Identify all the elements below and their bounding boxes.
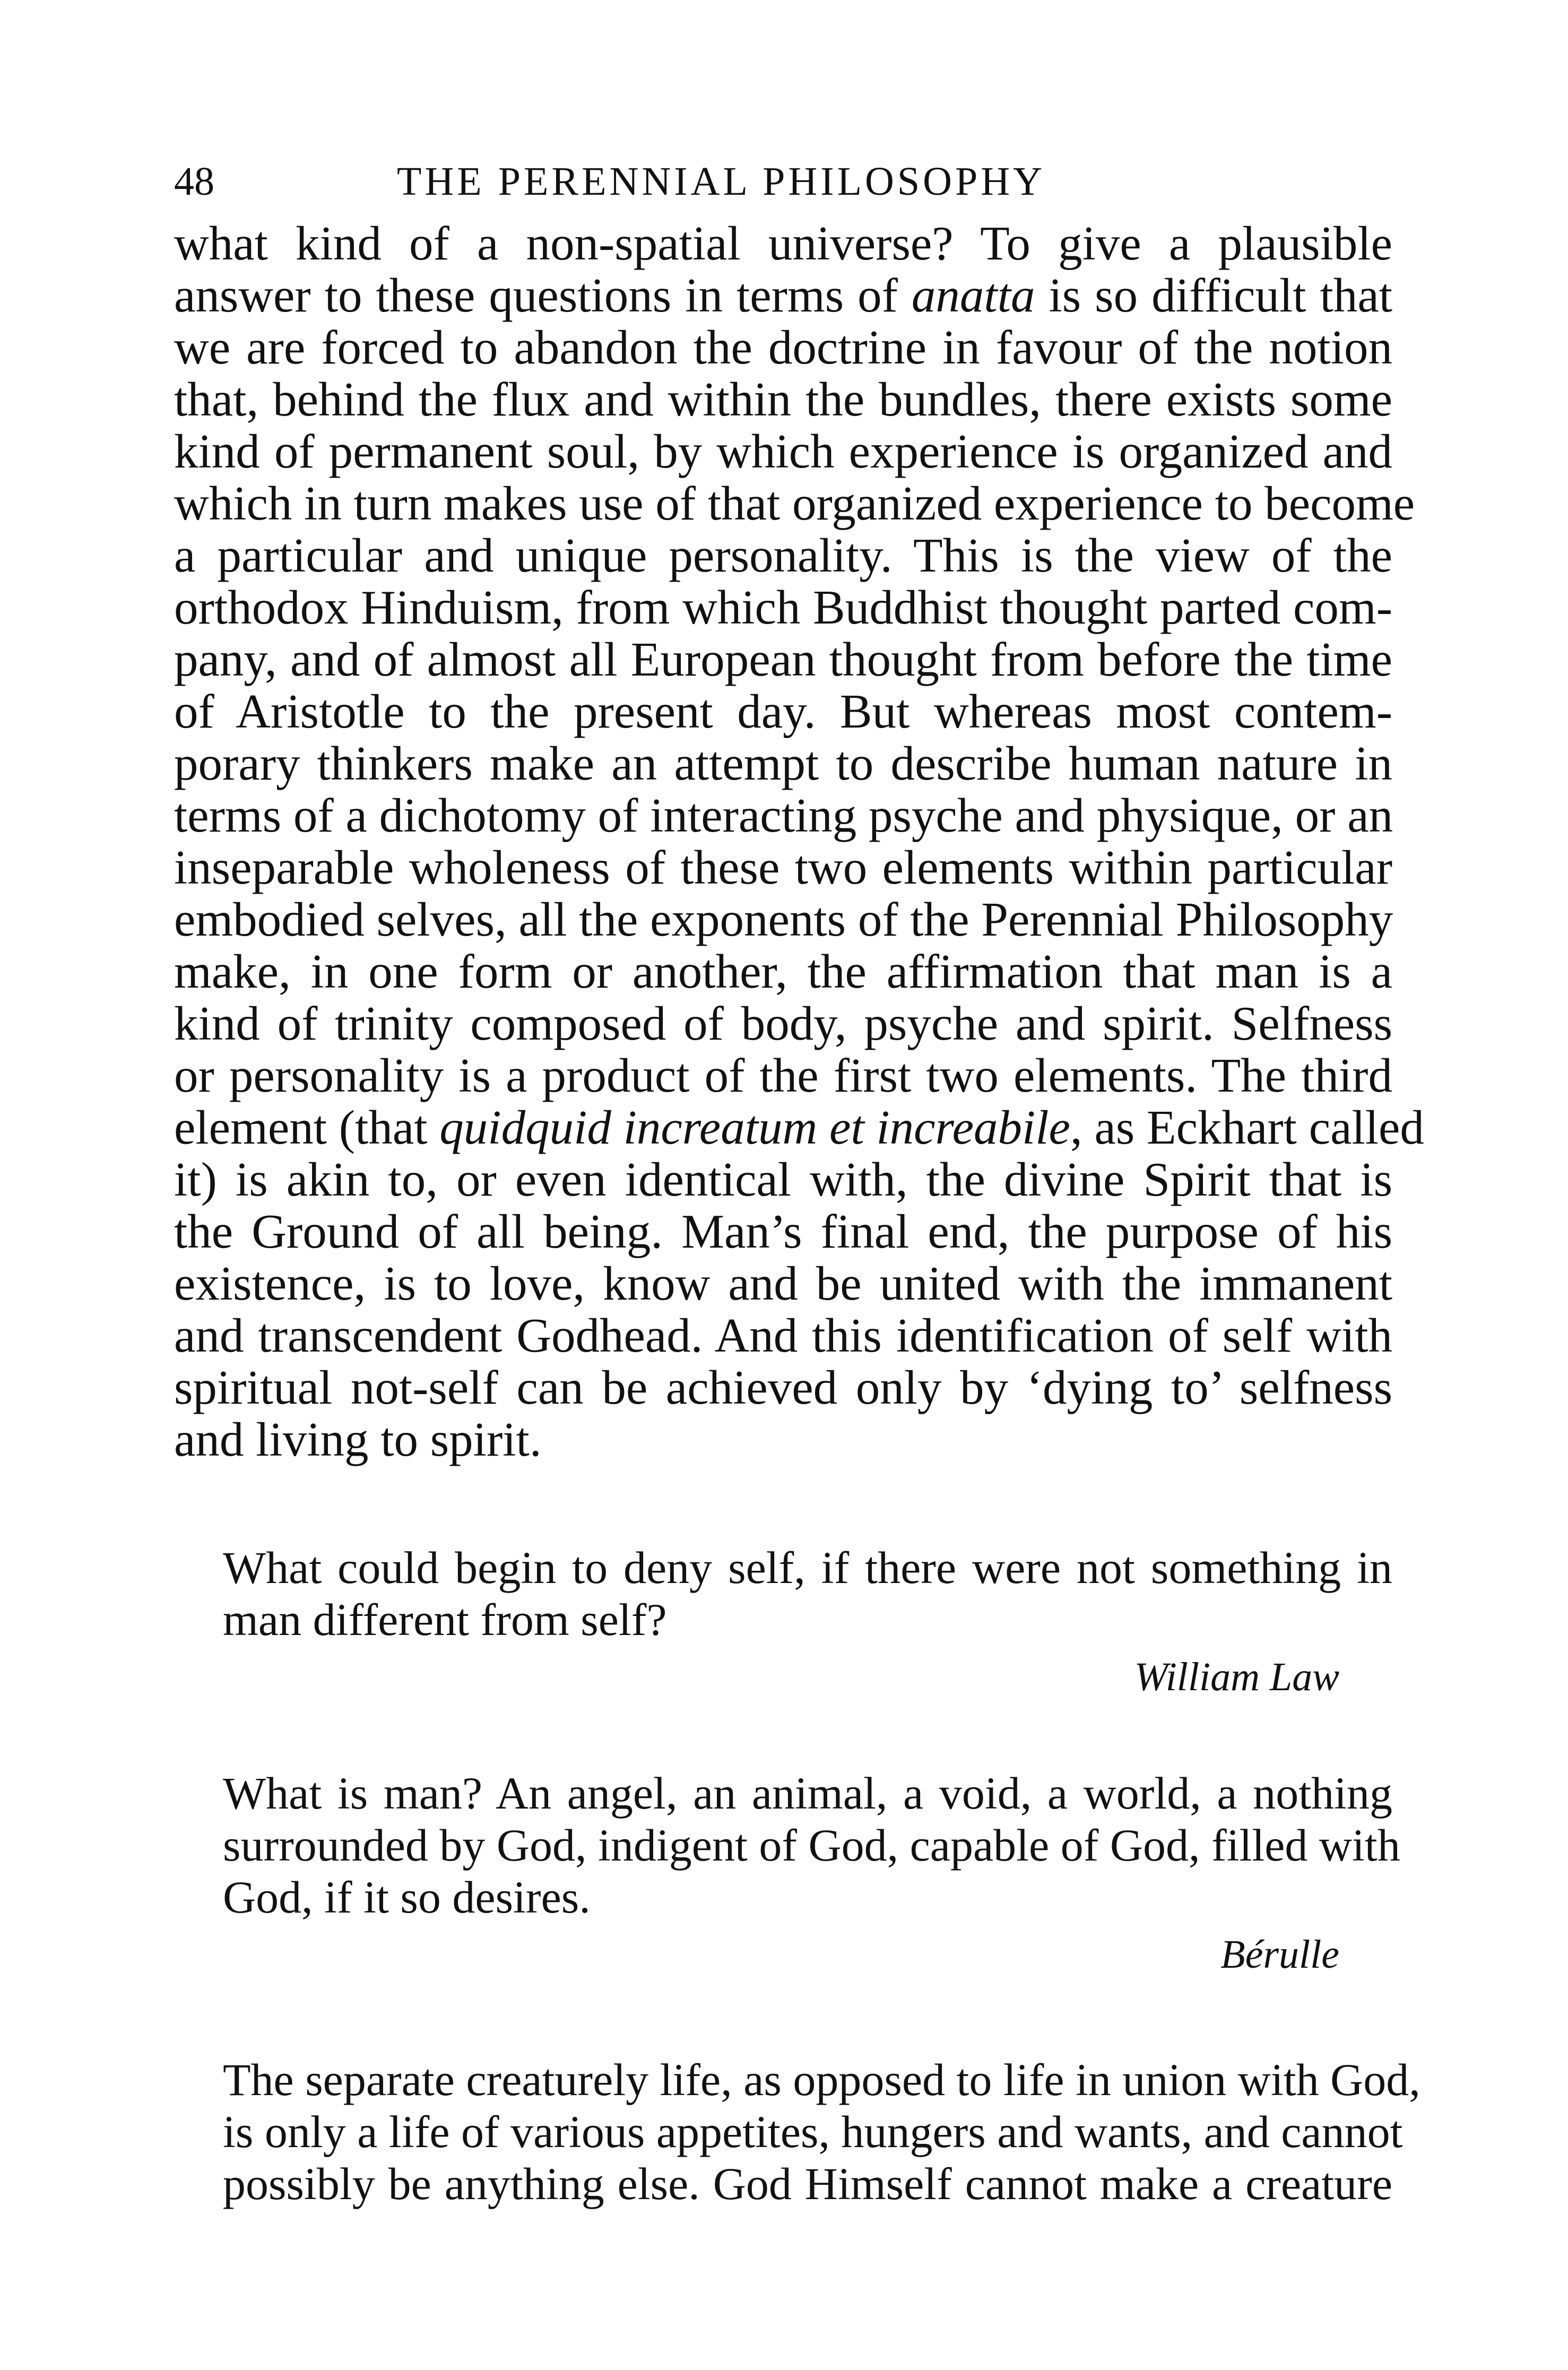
text-line: and transcendent Godhead. And this identification of self with xyxy=(174,1309,1392,1362)
text-line: kind of permanent soul, by which experience is organized and xyxy=(174,425,1392,478)
quote-line: surrounded by God, indigent of God, capable of God, filled with xyxy=(223,1820,1400,1871)
main-paragraph xyxy=(174,217,1424,1466)
text-line: answer to these questions in terms of anatta is so difficult that xyxy=(174,269,1392,322)
page-header xyxy=(174,155,1392,208)
text-line: the Ground of all being. Man’s final end, the purpose of his xyxy=(174,1205,1392,1258)
text-line: or personality is a product of the first two elements. The third xyxy=(174,1049,1392,1102)
quote-line: possibly be anything else. God Himself cannot make a creature xyxy=(223,2158,1392,2209)
text-line: spiritual not-self can be achieved only by ‘dying to’ selfness xyxy=(174,1361,1392,1414)
text-line: we are forced to abandon the doctrine in favour of the notion xyxy=(174,321,1392,374)
text-line: inseparable wholeness of these two elements within particular xyxy=(174,841,1392,894)
text-line: what kind of a non-spatial universe? To give a plausible xyxy=(174,217,1392,270)
text-line: of Aristotle to the present day. But whereas most contem- xyxy=(174,685,1392,738)
italic-latin-phrase: quidquid increatum et increabile xyxy=(439,1101,1070,1154)
italic-term: anatta xyxy=(911,269,1035,322)
text-line: existence, is to love, know and be united with the immanent xyxy=(174,1257,1392,1310)
quotation-law xyxy=(223,1542,1392,1703)
text-line: embodied selves, all the exponents of the Perennial Philosophy xyxy=(174,893,1393,946)
text-line: it) is akin to, or even identical with, the divine Spirit that is xyxy=(174,1153,1392,1206)
quote-line: is only a life of various appetites, hungers and wants, and cannot xyxy=(223,2106,1403,2157)
text-line: porary thinkers make an attempt to describe human nature in xyxy=(174,737,1392,790)
page-number: 48 xyxy=(174,159,214,204)
text-line: element (that quidquid increatum et increabile, as Eckhart called xyxy=(174,1101,1424,1154)
quote-line: God, if it so desires. xyxy=(223,1872,591,1923)
text-line: and living to spirit. xyxy=(174,1413,542,1466)
quote-line: What is man? An angel, an animal, a void, a world, a nothing xyxy=(223,1768,1392,1819)
text-line: a particular and unique personality. This is the view of the xyxy=(174,529,1392,582)
text-line: that, behind the flux and within the bundles, there exists some xyxy=(174,373,1392,426)
text-line: terms of a dichotomy of interacting psyche and physique, or an xyxy=(174,789,1393,842)
text-line: kind of trinity composed of body, psyche and spirit. Selfness xyxy=(174,997,1392,1050)
quote-attribution: Bérulle xyxy=(1220,1932,1339,1977)
quotation-creaturely-life xyxy=(223,2054,1420,2210)
running-title: THE PERENNIAL PHILOSOPHY xyxy=(397,159,1046,204)
quotation-berulle xyxy=(223,1767,1400,1980)
text-line: orthodox Hinduism, from which Buddhist thought parted com- xyxy=(174,581,1392,634)
quote-line: What could begin to deny self, if there were not something in xyxy=(223,1542,1392,1593)
text-line: pany, and of almost all European thought from before the time xyxy=(174,633,1392,686)
quote-line: The separate creaturely life, as opposed to life in union with God, xyxy=(223,2054,1420,2105)
quote-attribution: William Law xyxy=(1134,1655,1339,1699)
text-line: make, in one form or another, the affirmation that man is a xyxy=(174,945,1392,998)
quote-line: man different from self? xyxy=(223,1594,667,1645)
text-line: which in turn makes use of that organized experience to become xyxy=(174,477,1415,530)
